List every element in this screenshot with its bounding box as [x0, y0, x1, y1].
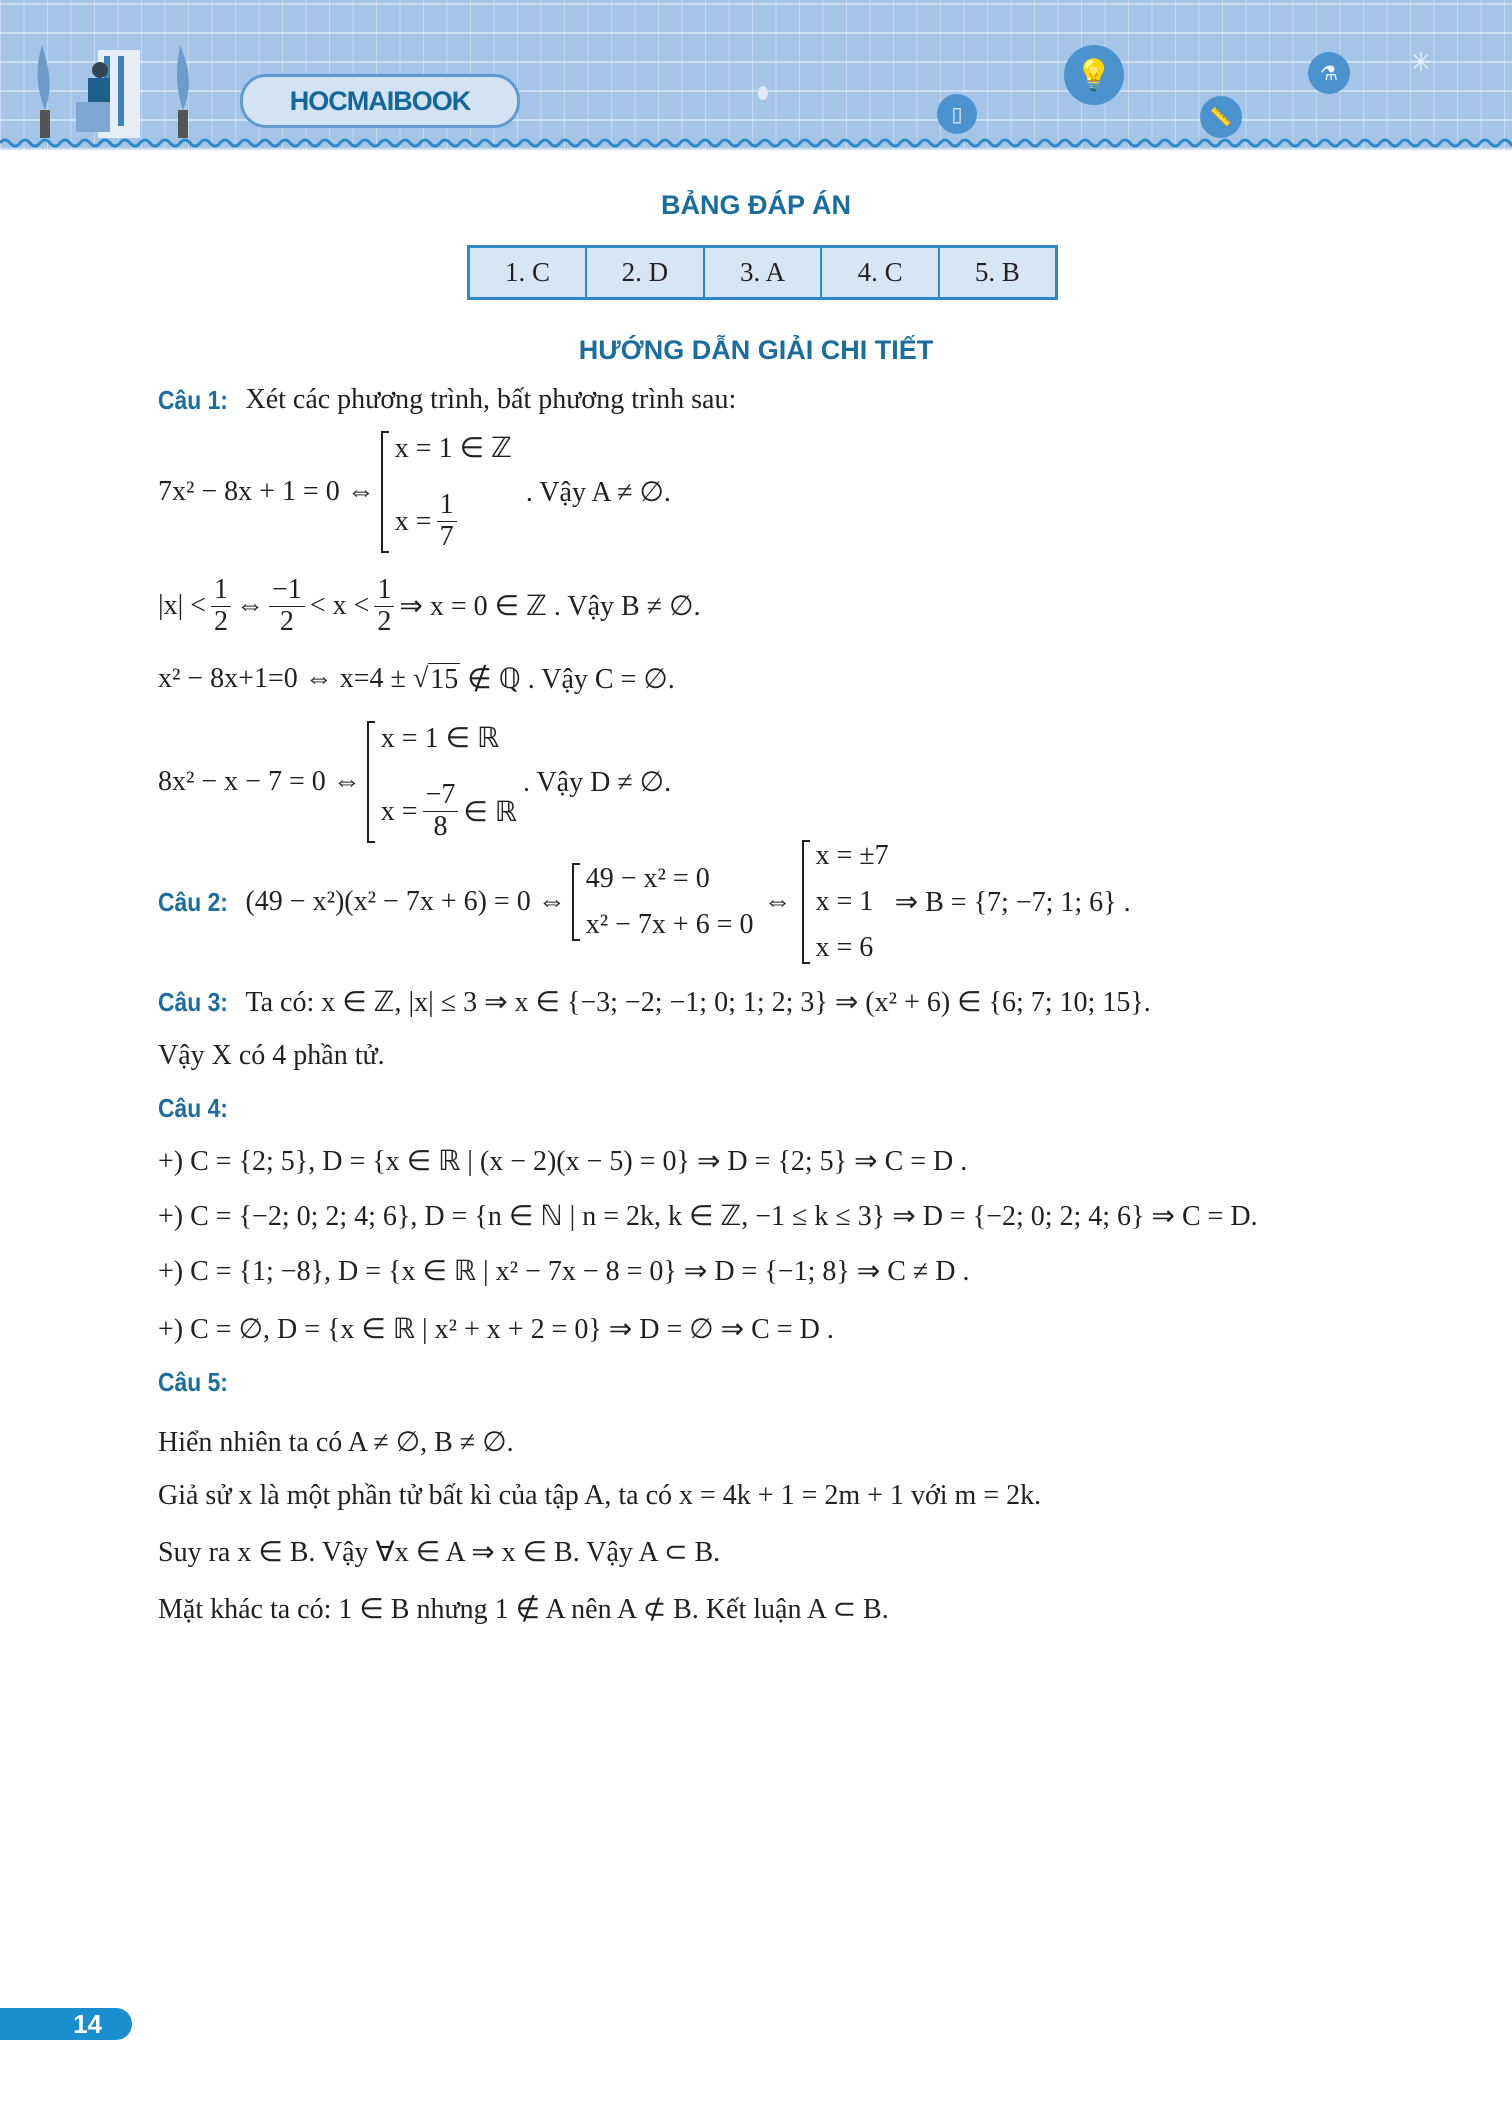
- q2-conclusion: ⇒ B = {7; −7; 1; 6} .: [894, 887, 1131, 918]
- q4-label-line: [158, 1093, 245, 1124]
- q1-eq2: [158, 575, 700, 638]
- q1-label: Câu 1:: [158, 384, 228, 415]
- q4-item: +) C = ∅, D = {x ∈ ℝ | x² + x + 2 = 0} ⇒ D = ∅ ⇒ C = D .: [158, 1314, 834, 1345]
- eq4-conclusion: . Vậy D ≠ ∅.: [522, 767, 672, 798]
- ruler-icon: 📏: [1200, 96, 1242, 138]
- q3-line2: Vậy X có 4 phần tử.: [158, 1040, 385, 1071]
- eq3-post: ∉ ℚ . Vậy C = ∅.: [467, 664, 675, 695]
- q5-line: Giả sử x là một phần tử bất kì của tập A, ta có x = 4k + 1 = 2m + 1 với m = 2k.: [158, 1480, 1042, 1511]
- book-icon: ▯: [937, 94, 977, 134]
- q2-case: x² − 7x + 6 = 0: [585, 909, 754, 940]
- q5-line: Suy ra x ∈ B. Vậy ∀x ∈ A ⇒ x ∈ B. Vậy A ⊂ B.: [158, 1537, 721, 1568]
- q2-lhs: (49 − x²)(x² − 7x + 6) = 0 ⇔: [245, 886, 566, 917]
- eq2-part: ⇔: [236, 590, 265, 622]
- eq3-radicand: 15: [430, 663, 459, 695]
- q2-equiv: ⇔: [763, 886, 792, 917]
- q5-label-line: [158, 1367, 245, 1398]
- answer-key-title: BẢNG ĐÁP ÁN: [660, 190, 851, 220]
- q2-label: Câu 2:: [158, 886, 228, 917]
- q2-cases2: [802, 840, 889, 964]
- q3-label: Câu 3:: [158, 986, 228, 1017]
- eq1-case1: x = 1 ∈ ℤ: [394, 433, 512, 464]
- flask-icon: ⚗: [1308, 52, 1350, 94]
- eq2-part: < x <: [309, 590, 370, 622]
- q3-text: Ta có: x ∈ ℤ, |x| ≤ 3 ⇒ x ∈ {−3; −2; −1; 0; 1; 2; 3} ⇒ (x² + 6) ∈ {6; 7; 10; 15}.: [245, 987, 1151, 1018]
- q1-intro-line: [158, 384, 736, 416]
- hocmaibook-logo: HOCMAIBOOK: [240, 74, 520, 128]
- q5-label: Câu 5:: [158, 1367, 228, 1397]
- answer-cell: 3. A: [704, 247, 822, 299]
- wavy-divider: [0, 136, 1512, 150]
- sparkle-icon: ✳: [1410, 48, 1432, 77]
- eq2-part: |x| <: [158, 590, 207, 622]
- q5-line: Mặt khác ta có: 1 ∈ B nhưng 1 ∉ A nên A ⊄ B. Kết luận A ⊂ B.: [158, 1594, 889, 1625]
- reading-person-illustration: [28, 40, 218, 140]
- solution-title: HƯỚNG DẪN GIẢI CHI TIẾT: [578, 335, 934, 365]
- eq1-lhs: 7x² − 8x + 1 = 0 ⇔: [158, 476, 375, 507]
- dot-decoration: [758, 86, 768, 100]
- eq1-fraction: $\frac{1}{7}$: [437, 490, 457, 553]
- lightbulb-icon: 💡: [1064, 45, 1124, 105]
- q4-item: +) C = {2; 5}, D = {x ∈ ℝ | (x − 2)(x − 5) = 0} ⇒ D = {2; 5} ⇒ C = D .: [158, 1146, 968, 1177]
- q3-line: [158, 985, 1151, 1019]
- answer-cell: 1. C: [469, 247, 587, 299]
- eq3-pre: x² − 8x+1=0 ⇔ x=4 ± √: [158, 663, 429, 694]
- eq1-cases: [381, 431, 512, 553]
- eq2-fraction: $\frac{1}{2}$: [374, 575, 394, 638]
- eq4-case1: x = 1 ∈ ℝ: [380, 723, 500, 754]
- q2-line: [158, 840, 1131, 964]
- q2-cases1: [572, 863, 754, 941]
- answer-cell: 5. B: [939, 247, 1057, 299]
- eq2-part: ⇒ x = 0 ∈ ℤ . Vậy B ≠ ∅.: [399, 591, 701, 623]
- answer-cell: 2. D: [586, 247, 704, 299]
- eq4-case2-lhs: x =: [380, 795, 418, 827]
- eq2-fraction: $\frac{-1}{2}$: [269, 575, 305, 638]
- q2-case: x = 6: [815, 932, 874, 963]
- q2-case: 49 − x² = 0: [585, 863, 710, 894]
- eq4-lhs: 8x² − x − 7 = 0 ⇔: [158, 766, 361, 797]
- q4-label: Câu 4:: [158, 1093, 228, 1123]
- page-header-banner: [0, 0, 1512, 150]
- eq4-cases: [367, 721, 517, 843]
- q1-eq4: [158, 720, 671, 844]
- q2-case: x = 1: [815, 886, 874, 917]
- answer-cell: 4. C: [821, 247, 939, 299]
- q1-eq3: [158, 662, 675, 696]
- q5-line: Hiển nhiên ta có A ≠ ∅, B ≠ ∅.: [158, 1427, 514, 1458]
- q4-item: +) C = {−2; 0; 2; 4; 6}, D = {n ∈ ℕ | n = 2k, k ∈ ℤ, −1 ≤ k ≤ 3} ⇒ D = {−2; 0; 2; 4; 6} ⇒ C = D.: [158, 1201, 1258, 1232]
- eq4-fraction: $\frac{-7}{8}$: [423, 780, 459, 843]
- page-number-tab: [0, 2008, 132, 2040]
- q1-intro: Xét các phương trình, bất phương trình sau:: [245, 384, 737, 415]
- eq1-conclusion: . Vậy A ≠ ∅.: [525, 477, 671, 508]
- q2-case: x = ±7: [815, 840, 889, 871]
- eq1-case2-lhs: x =: [394, 505, 432, 537]
- eq2-fraction: $\frac{1}{2}$: [211, 575, 231, 638]
- answer-key-table: [467, 245, 1058, 300]
- q4-item: +) C = {1; −8}, D = {x ∈ ℝ | x² − 7x − 8 = 0} ⇒ D = {−1; 8} ⇒ C ≠ D .: [158, 1256, 970, 1287]
- page-number: 14: [73, 2008, 102, 2039]
- q1-eq1: [158, 430, 671, 554]
- eq4-case2-rhs: ∈ ℝ: [463, 796, 517, 828]
